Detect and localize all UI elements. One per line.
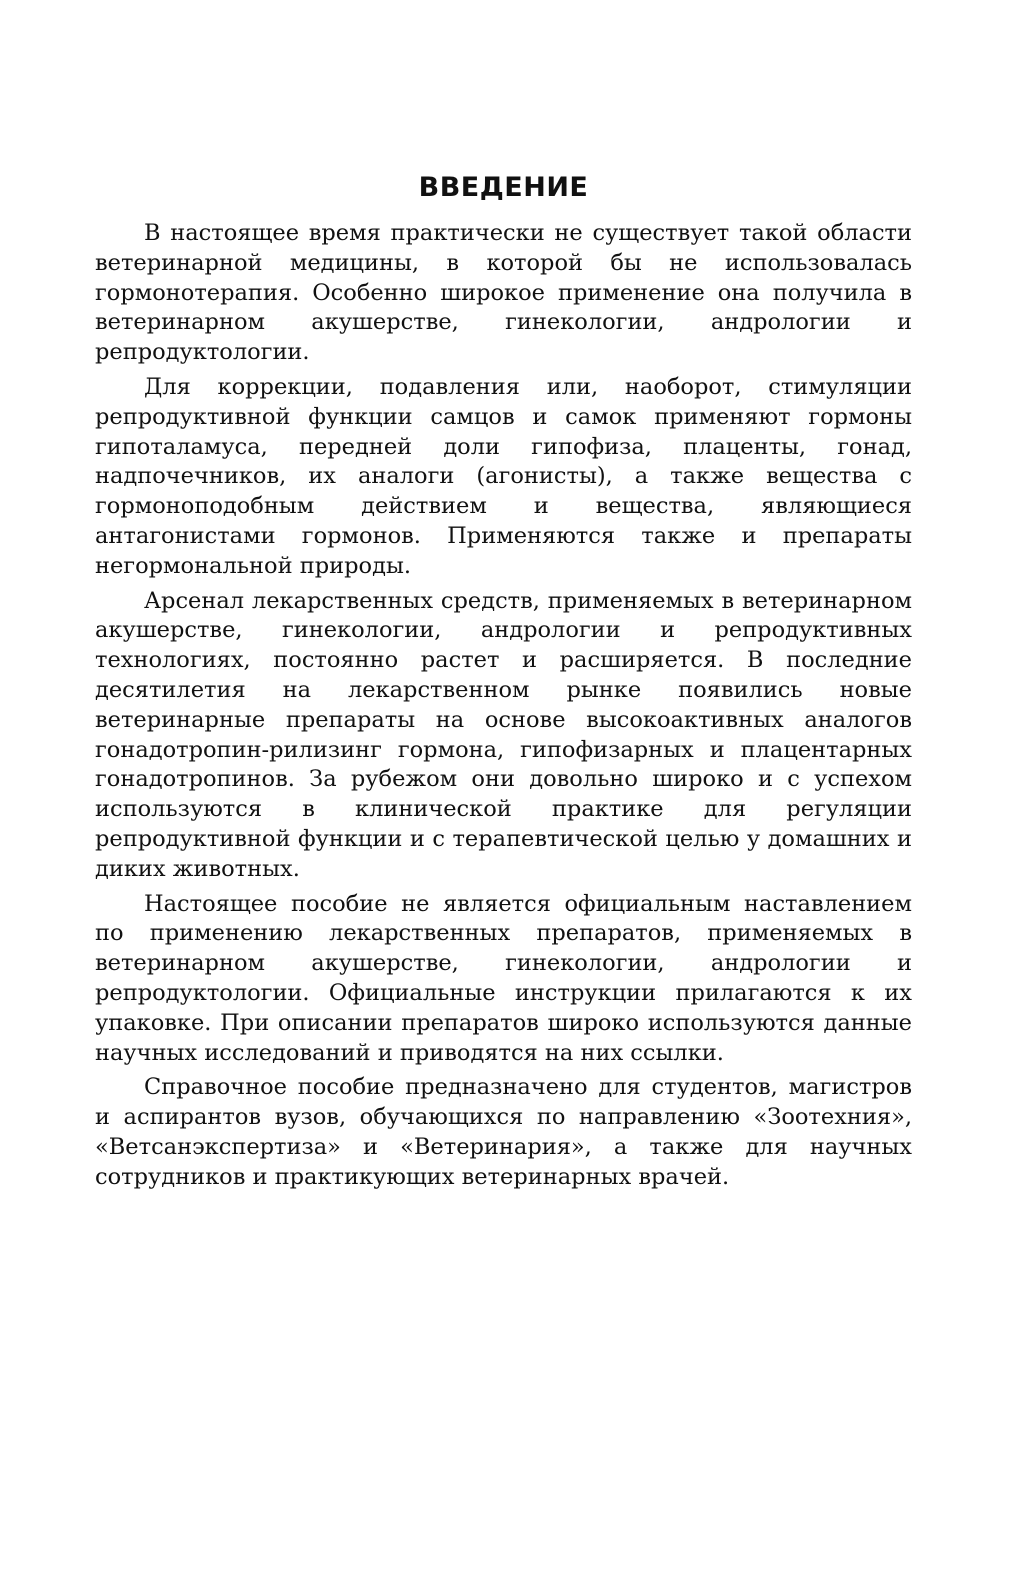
section-heading: ВВЕДЕНИЕ [418, 172, 589, 203]
paragraph-5: Справочное пособие предназначено для студентов, магистров и аспирантов вузов, обучающихся по направлению «Зоотехния», «Ветсанэкспертиза» и «Ветеринария», а также для научных сотрудников и практикующих ветеринарных врачей. [95, 1074, 912, 1190]
paragraph-4: Настоящее пособие не является официальным наставлением по применению лекарственных препаратов, применяемых в ветеринарном акушерстве, гинекологии, андрологии и репродуктологии. Официальные инструкции прилагаются к их упаковке. При описании препаратов широко используются данные научных исследований и приводятся на них ссылки. [95, 890, 912, 1066]
document-page [95, 172, 912, 1193]
paragraph-1: В настоящее время практически не существует такой области ветеринарной медицины, в которой бы не использовалась гормонотерапия. Особенно широкое применение она получила в ветеринарном акушерстве, гинекологии, андрологии и репродуктологии. [95, 220, 912, 366]
paragraph-3: Арсенал лекарственных средств, применяемых в ветеринарном акушерстве, гинекологии, андрологии и репродуктивных технологиях, постоянно растет и расширяется. В последние десятилетия на лекарственном рынке появились новые ветеринарные препараты на основе высокоактивных аналогов гонадотропин-рилизинг гормона, гипофизарных и плацентарных гонадотропинов. За рубежом они довольно широко и с успехом используются в клинической практике для регуляции репродуктивной функции и с терапевтической целью у домашних и диких животных. [95, 587, 912, 882]
paragraph-2: Для коррекции, подавления или, наоборот, стимуляции репродуктивной функции самцов и самок применяют гормоны гипоталамуса, передней доли гипофиза, плаценты, гонад, надпочечников, их аналоги (агонисты), а также вещества с гормоноподобным действием и вещества, являющиеся антагонистами гормонов. Применяются также и препараты негормональной природы. [95, 373, 912, 579]
